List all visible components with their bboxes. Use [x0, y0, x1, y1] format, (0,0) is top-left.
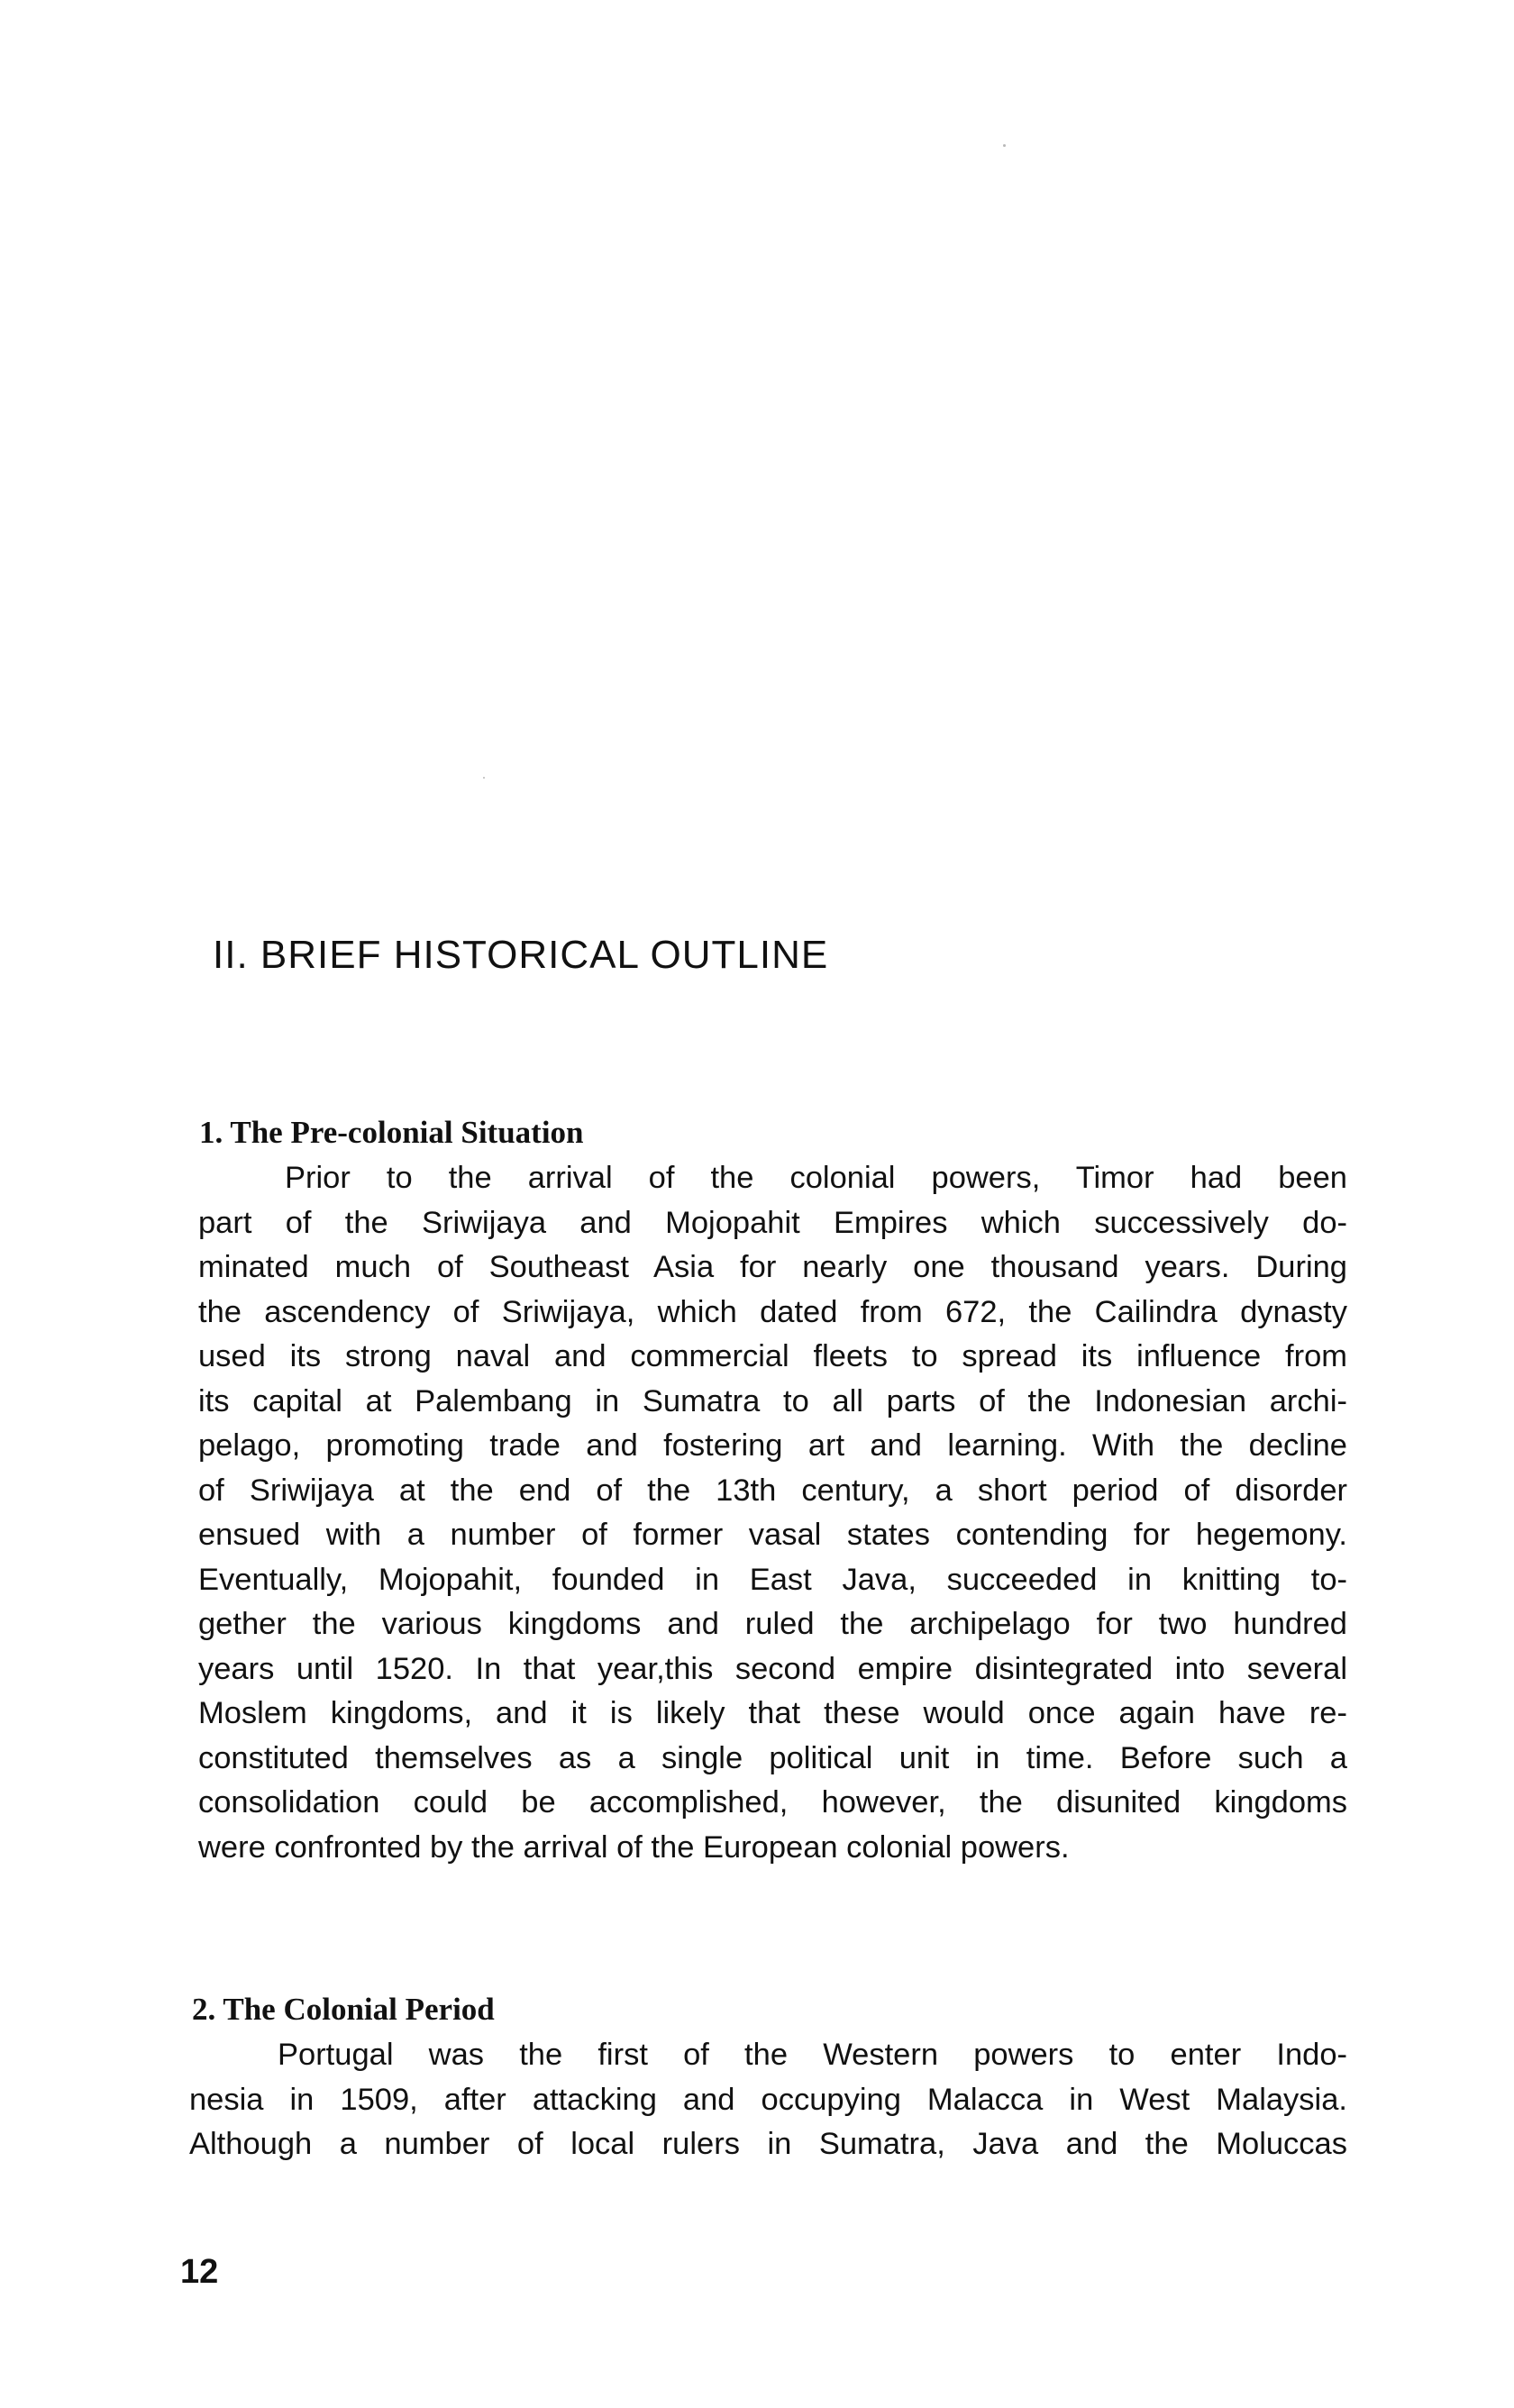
text-line: gether the various kingdoms and ruled the archipelago for two hundred	[198, 1607, 1347, 1641]
text-line: Moslem kingdoms, and it is likely that these would once again have re-	[198, 1696, 1347, 1730]
paragraph-pre-colonial	[198, 1156, 1347, 1870]
text-line: Although a number of local rulers in Sumatra, Java and the Moluccas	[189, 2127, 1347, 2161]
text-line: used its strong naval and commercial fleets to spread its influence from	[198, 1339, 1347, 1373]
text-line: Prior to the arrival of the colonial powers, Timor had been	[285, 1161, 1347, 1195]
text-line: Portugal was the first of the Western powers to enter Indo-	[278, 2038, 1347, 2072]
text-line: Eventually, Mojopahit, founded in East Java, succeeded in knitting to-	[198, 1562, 1347, 1597]
text-line: ensued with a number of former vasal states contending for hegemony.	[198, 1518, 1347, 1552]
text-line: its capital at Palembang in Sumatra to all parts of the Indonesian archi-	[198, 1383, 1347, 1418]
page-number: 12	[180, 2253, 219, 2291]
text-line: minated much of Southeast Asia for nearly one thousand years. During	[198, 1250, 1347, 1284]
text-line: years until 1520. In that year,this second empire disintegrated into several	[198, 1651, 1347, 1686]
text-line: of Sriwijaya at the end of the 13th century, a short period of disorder	[198, 1473, 1347, 1508]
text-line: consolidation could be accomplished, however, the disunited kingdoms	[198, 1785, 1347, 1820]
chapter-title: II. BRIEF HISTORICAL OUTLINE	[213, 933, 829, 977]
text-line: part of the Sriwijaya and Mojopahit Empires which successively do-	[198, 1205, 1347, 1240]
text-line: nesia in 1509, after attacking and occupying Malacca in West Malaysia.	[189, 2082, 1347, 2117]
text-line: the ascendency of Sriwijaya, which dated from 672, the Cailindra dynasty	[198, 1294, 1347, 1329]
paragraph-colonial-period	[189, 2033, 1347, 2167]
scan-speck	[483, 777, 485, 779]
section-heading-colonial-period: 2. The Colonial Period	[192, 1992, 495, 2027]
text-line: pelago, promoting trade and fostering art and learning. With the decline	[198, 1428, 1347, 1463]
text-line: constituted themselves as a single political unit in time. Before such a	[198, 1740, 1347, 1775]
text-line: were confronted by the arrival of the European colonial powers.	[198, 1829, 1070, 1865]
scan-speck	[1003, 144, 1006, 147]
section-heading-pre-colonial: 1. The Pre-colonial Situation	[199, 1115, 584, 1150]
